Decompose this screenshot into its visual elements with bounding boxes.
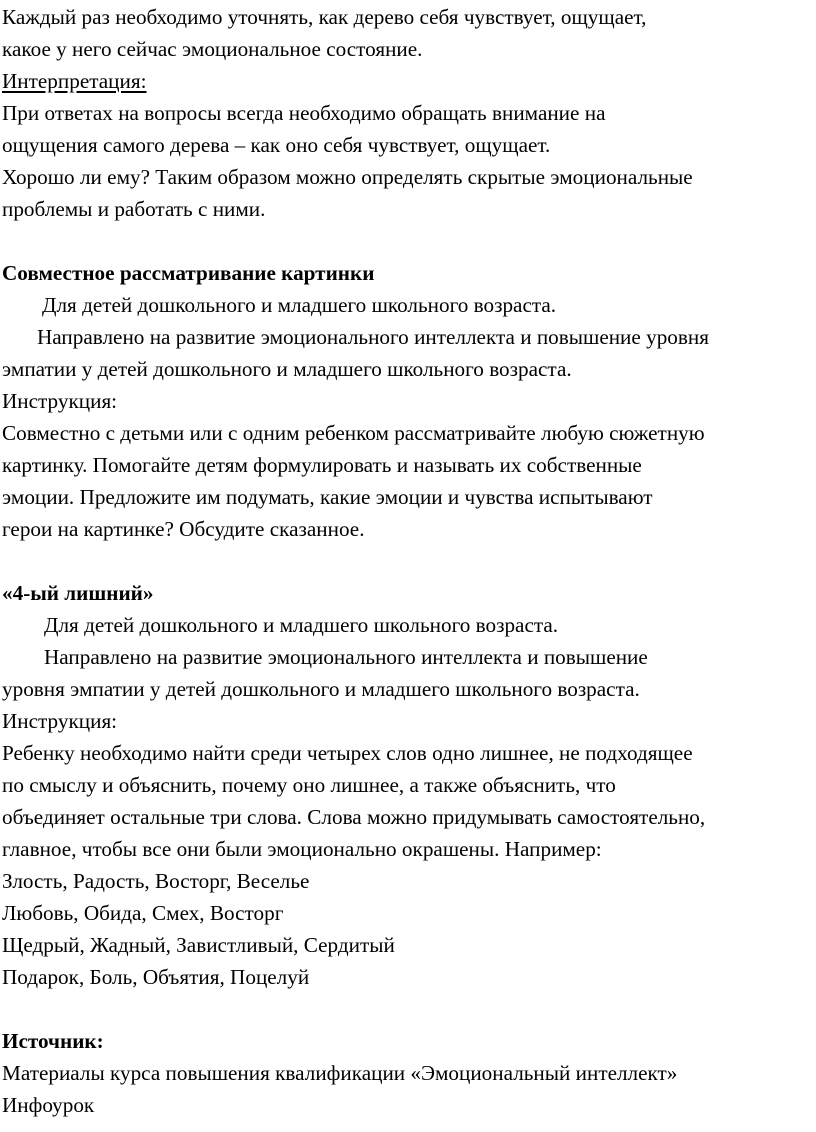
source-text-line-2: Инфоурок xyxy=(2,1093,95,1117)
section1-aim-line-2: эмпатии у детей дошкольного и младшего школьного возраста. xyxy=(2,357,572,381)
example-word-set-4: Подарок, Боль, Объятия, Поцелуй xyxy=(2,965,310,989)
source-text-line-1: Материалы курса повышения квалификации «Эмоциональный интеллект» xyxy=(2,1061,678,1085)
section2-instruction-label: Инструкция: xyxy=(2,709,118,733)
interpretation-text-line-4: проблемы и работать с ними. xyxy=(2,197,266,221)
intro-text-line-2: какое у него сейчас эмоциональное состояние. xyxy=(2,37,423,61)
section1-instruction-line-4: герои на картинке? Обсудите сказанное. xyxy=(2,517,365,541)
section1-instruction-label: Инструкция: xyxy=(2,389,118,413)
section2-instruction-line-2: по смыслу и объяснить, почему оно лишнее, а также объяснить, что xyxy=(2,773,616,797)
interpretation-text-line-1: При ответах на вопросы всегда необходимо обращать внимание на xyxy=(2,101,606,125)
example-word-set-3: Щедрый, Жадный, Завистливый, Сердитый xyxy=(2,933,395,957)
section1-age-text: Для детей дошкольного и младшего школьного возраста. xyxy=(42,293,557,317)
section-title-joint-picture-viewing: Совместное рассматривание картинки xyxy=(2,261,375,285)
section2-age-text: Для детей дошкольного и младшего школьного возраста. xyxy=(44,613,559,637)
section1-instruction-line-2: картинку. Помогайте детям формулировать и называть их собственные xyxy=(2,453,642,477)
section2-aim-line-1: Направлено на развитие эмоционального интеллекта и повышение xyxy=(44,645,648,669)
interpretation-text-line-2: ощущения самого дерева – как оно себя чувствует, ощущает. xyxy=(2,133,551,157)
intro-text-line-1: Каждый раз необходимо уточнять, как дерево себя чувствует, ощущает, xyxy=(2,5,647,29)
interpretation-text-line-3: Хорошо ли ему? Таким образом можно определять скрытые эмоциональные xyxy=(2,165,693,189)
example-word-set-1: Злость, Радость, Восторг, Веселье xyxy=(2,869,310,893)
section2-instruction-line-4: главное, чтобы все они были эмоционально окрашены. Например: xyxy=(2,837,602,861)
section1-instruction-line-1: Совместно с детьми или с одним ребенком рассматривайте любую сюжетную xyxy=(2,421,705,445)
section1-instruction-line-3: эмоции. Предложите им подумать, какие эмоции и чувства испытывают xyxy=(2,485,653,509)
interpretation-heading: Интерпретация: xyxy=(2,69,147,93)
section2-instruction-line-1: Ребенку необходимо найти среди четырех слов одно лишнее, не подходящее xyxy=(2,741,693,765)
source-heading: Источник: xyxy=(2,1029,104,1053)
section-title-fourth-odd: «4-ый лишний» xyxy=(2,581,154,605)
section1-aim-line-1: Направлено на развитие эмоционального интеллекта и повышение уровня xyxy=(37,325,709,349)
section2-aim-line-2: уровня эмпатии у детей дошкольного и младшего школьного возраста. xyxy=(2,677,640,701)
example-word-set-2: Любовь, Обида, Смех, Восторг xyxy=(2,901,284,925)
section2-instruction-line-3: объединяет остальные три слова. Слова можно придумывать самостоятельно, xyxy=(2,805,706,829)
